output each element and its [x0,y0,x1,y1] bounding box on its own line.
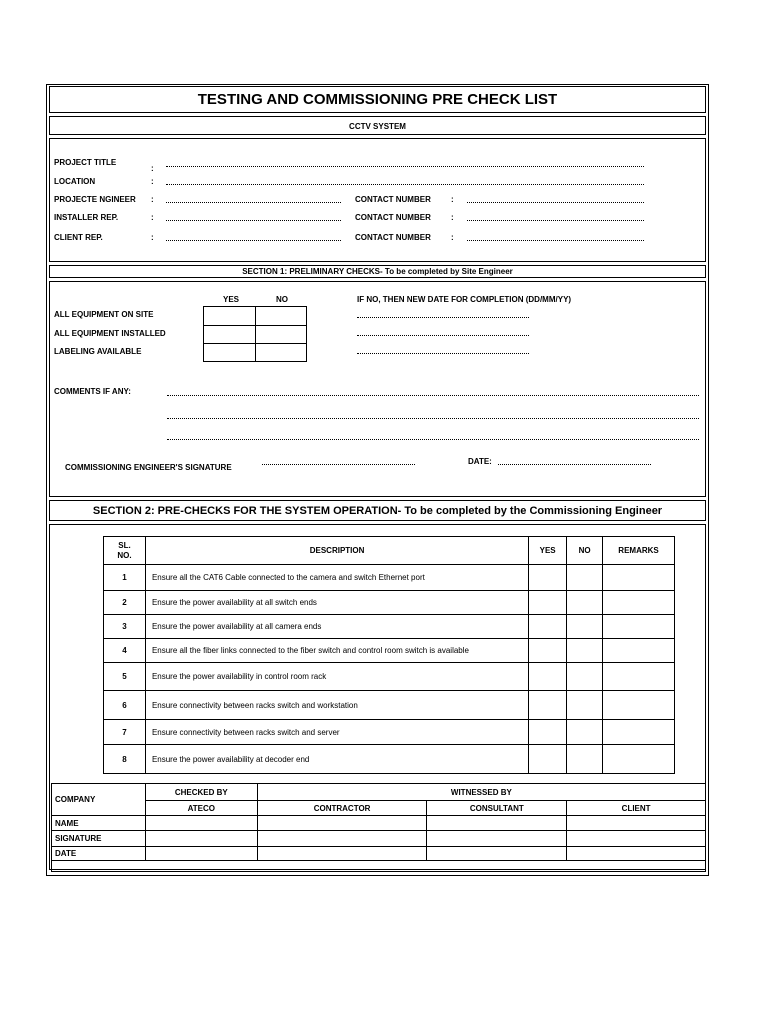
table-row [104,639,675,663]
sl-no-header: SL. NO. [104,537,146,565]
check-item-label: LABELING AVAILABLE [54,347,142,356]
engineer-contact-field[interactable] [467,202,644,203]
table-row [104,720,675,745]
completion-date-field[interactable] [357,317,529,318]
row-description: Ensure the power availability at all camera ends [145,615,528,639]
if-no-date-label: IF NO, THEN NEW DATE FOR COMPLETION (DD/MM/YY) [357,295,572,304]
contractor-column-header: CONTRACTOR [257,801,427,816]
witnessed-by-label: WITNESSED BY [257,784,705,801]
yes-checkbox[interactable] [204,307,256,326]
no-cell[interactable] [567,615,603,639]
ateco-column-header: ATECO [145,801,257,816]
row-number: 6 [104,691,146,720]
system-name: CCTV SYSTEM [49,116,706,135]
yes-cell[interactable] [529,720,567,745]
no-cell[interactable] [567,565,603,591]
yes-cell[interactable] [529,565,567,591]
comments-field[interactable] [167,439,699,440]
colon: : [151,195,154,204]
signoff-cell[interactable] [257,847,427,861]
location-field[interactable] [166,184,644,185]
yes-column-label: YES [223,295,240,304]
yes-cell[interactable] [529,615,567,639]
installer-contact-field[interactable] [467,220,644,221]
row-description: Ensure the power availability at all switch ends [145,591,528,615]
client-column-header: CLIENT [567,801,706,816]
row-number: 4 [104,639,146,663]
yes-cell[interactable] [529,591,567,615]
comments-label: COMMENTS IF ANY: [54,387,131,396]
row-number: 8 [104,745,146,774]
client-rep-field[interactable] [166,240,341,241]
no-cell[interactable] [567,691,603,720]
colon: : [451,195,454,204]
signoff-cell[interactable] [427,847,567,861]
project-title-label: PROJECT TITLE [54,158,117,167]
yes-cell[interactable] [529,691,567,720]
client-rep-label: CLIENT REP. [54,233,103,242]
description-header: DESCRIPTION [145,537,528,565]
blank-row [52,861,706,872]
pre-check-table [103,536,675,774]
table-row [104,691,675,720]
signoff-cell[interactable] [257,831,427,847]
project-engineer-label: PROJECTE NGINEER [54,195,136,204]
name-row-label: NAME [52,816,146,831]
no-cell[interactable] [567,663,603,691]
check-item-label: ALL EQUIPMENT INSTALLED [54,329,166,338]
signature-field[interactable] [262,464,415,465]
signature-row-label: SIGNATURE [52,831,146,847]
section1-heading: SECTION 1: PRELIMINARY CHECKS- To be completed by Site Engineer [49,265,706,278]
yes-cell[interactable] [529,745,567,774]
contact-number-label: CONTACT NUMBER [355,195,431,204]
comments-field[interactable] [167,418,699,419]
row-number: 7 [104,720,146,745]
signoff-cell[interactable] [427,816,567,831]
table-row [104,615,675,639]
client-contact-field[interactable] [467,240,644,241]
form-title: TESTING AND COMMISSIONING PRE CHECK LIST [49,86,706,113]
signature-label: COMMISSIONING ENGINEER'S SIGNATURE [65,463,232,472]
completion-date-field[interactable] [357,353,529,354]
remarks-cell[interactable] [603,591,675,615]
table-row [104,663,675,691]
project-title-field[interactable] [166,166,644,167]
consultant-column-header: CONSULTANT [427,801,567,816]
signoff-cell[interactable] [145,816,257,831]
section2-heading: SECTION 2: PRE-CHECKS FOR THE SYSTEM OPERATION- To be completed by the Commissioning Engineer [49,500,706,521]
project-engineer-field[interactable] [166,202,341,203]
signoff-cell[interactable] [145,847,257,861]
colon: : [151,177,154,186]
no-cell[interactable] [567,745,603,774]
no-checkbox[interactable] [256,307,307,326]
row-number: 2 [104,591,146,615]
row-number: 1 [104,565,146,591]
completion-date-field[interactable] [357,335,529,336]
remarks-cell[interactable] [603,745,675,774]
colon: : [451,213,454,222]
remarks-header: REMARKS [603,537,675,565]
row-description: Ensure the power availability in control room rack [145,663,528,691]
no-checkbox[interactable] [256,344,307,362]
signoff-cell[interactable] [567,847,706,861]
colon: : [151,164,154,173]
installer-rep-field[interactable] [166,220,341,221]
no-cell[interactable] [567,591,603,615]
colon: : [151,233,154,242]
check-item-label: ALL EQUIPMENT ON SITE [54,310,154,319]
colon: : [151,213,154,222]
row-description: Ensure connectivity between racks switch and workstation [145,691,528,720]
date-field[interactable] [498,464,651,465]
yes-header: YES [529,537,567,565]
comments-field[interactable] [167,395,699,396]
no-column-label: NO [276,295,288,304]
installer-rep-label: INSTALLER REP. [54,213,119,222]
row-description: Ensure all the fiber links connected to the fiber switch and control room switch is available [145,639,528,663]
signoff-cell[interactable] [567,831,706,847]
yes-checkbox[interactable] [204,326,256,344]
signoff-cell[interactable] [427,831,567,847]
colon: : [451,233,454,242]
yes-checkbox[interactable] [204,344,256,362]
signoff-table [51,783,706,872]
remarks-cell[interactable] [603,691,675,720]
table-row [104,591,675,615]
remarks-cell[interactable] [603,720,675,745]
remarks-cell[interactable] [603,663,675,691]
no-cell[interactable] [567,720,603,745]
row-description: Ensure connectivity between racks switch and server [145,720,528,745]
signoff-cell[interactable] [257,816,427,831]
no-cell[interactable] [567,639,603,663]
table-row [104,745,675,774]
signoff-cell[interactable] [145,831,257,847]
row-description: Ensure all the CAT6 Cable connected to the camera and switch Ethernet port [145,565,528,591]
company-label: COMPANY [52,784,146,816]
table-row [104,565,675,591]
row-number: 5 [104,663,146,691]
contact-number-label: CONTACT NUMBER [355,233,431,242]
contact-number-label: CONTACT NUMBER [355,213,431,222]
remarks-cell[interactable] [603,639,675,663]
date-row-label: DATE [52,847,146,861]
no-header: NO [567,537,603,565]
location-label: LOCATION [54,177,96,186]
row-number: 3 [104,615,146,639]
checked-by-label: CHECKED BY [145,784,257,801]
date-label: DATE: [468,457,492,466]
signoff-cell[interactable] [567,816,706,831]
preliminary-check-table [203,306,307,362]
yes-cell[interactable] [529,639,567,663]
row-description: Ensure the power availability at decoder end [145,745,528,774]
remarks-cell[interactable] [603,565,675,591]
no-checkbox[interactable] [256,326,307,344]
remarks-cell[interactable] [603,615,675,639]
yes-cell[interactable] [529,663,567,691]
